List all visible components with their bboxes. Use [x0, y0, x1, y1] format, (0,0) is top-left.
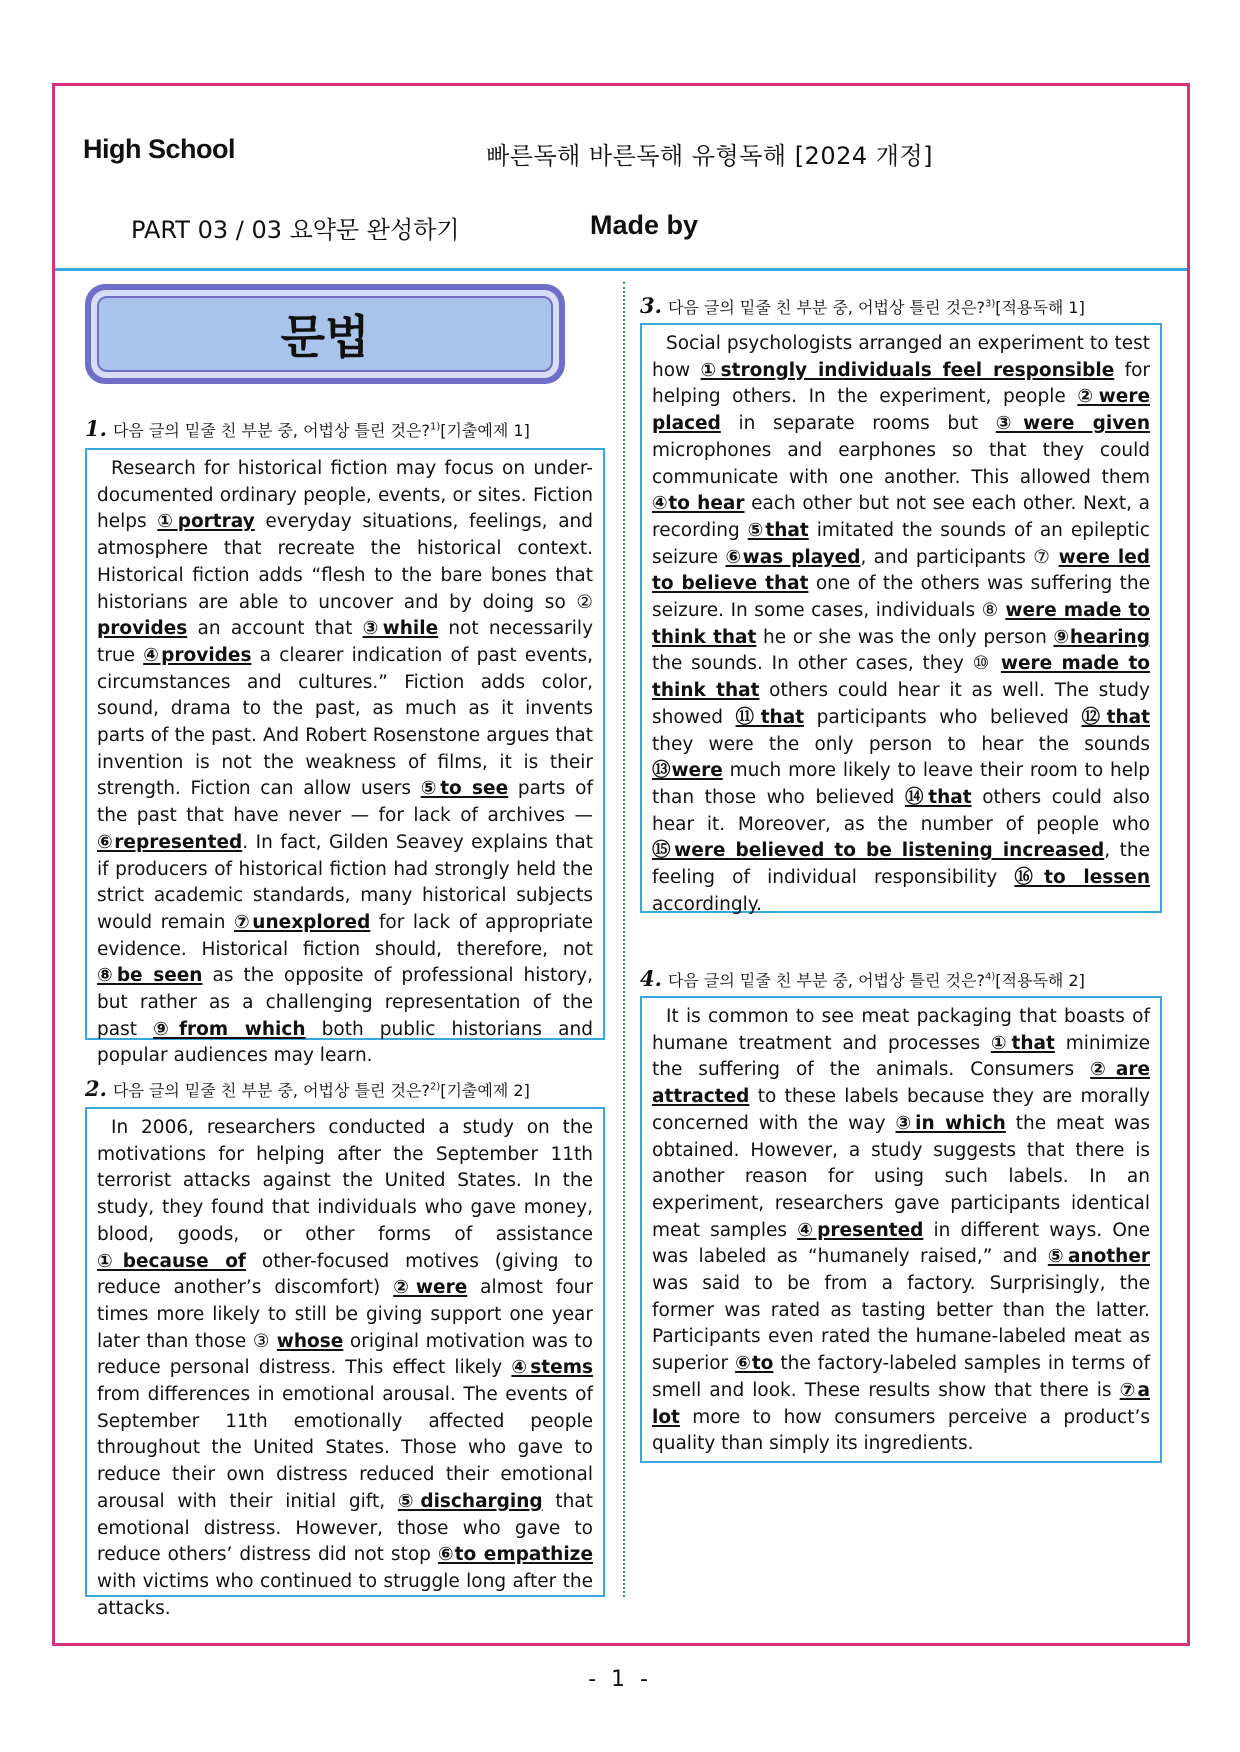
question-number: 2. — [85, 1076, 107, 1101]
footnote-mark: 4) — [984, 971, 996, 983]
question-prompt: 다음 글의 밑줄 친 부분 중, 어법상 틀린 것은? — [667, 971, 985, 990]
question-prompt: 다음 글의 밑줄 친 부분 중, 어법상 틀린 것은? — [112, 1081, 430, 1100]
question-source: [기출예제 1] — [440, 421, 530, 440]
passage-text: with victims who continued to struggle long after the attacks. — [97, 1570, 593, 1619]
school-level: High School — [83, 134, 235, 164]
underlined-choice: ⑭that — [904, 786, 972, 808]
question-source: [적용독해 2] — [995, 971, 1085, 990]
column-divider — [623, 282, 625, 1597]
passage-text: for lack of appropriate evidence. Historical fiction should, therefore, not — [97, 911, 593, 960]
footnote-mark: 2) — [429, 1081, 441, 1093]
underlined-choice: ⑫that — [1081, 706, 1150, 728]
question-4-header — [640, 966, 1085, 991]
passage-text: the meat was obtained. However, a study suggests that there is another reason for using such labels. In an experiment, researchers gave participants identical meat samples — [652, 1112, 1150, 1241]
underlined-choice: ④presented — [797, 1219, 924, 1241]
passage-text: in separate rooms but — [720, 413, 996, 435]
passage-text: Research for historical fiction may focus on under-documented ordinary people, events, or sites. Fiction helps — [97, 458, 593, 533]
underlined-choice: were made to think that — [652, 600, 1150, 648]
underlined-choice: ⑨from which — [153, 1018, 306, 1040]
footnote-mark: 3) — [984, 298, 996, 310]
passage-text: each other but not see each other. Next, a recording — [652, 493, 1150, 541]
passage-text: one of the others was suffering the seizure. In some cases, individuals ⑧ — [652, 573, 1150, 622]
underlined-choice: ④stems — [511, 1357, 593, 1379]
passage-text: , the feeling of individual responsibility — [652, 840, 1151, 889]
underlined-choice: ⑥was played — [725, 546, 861, 568]
underlined-choice: ③in which — [895, 1112, 1006, 1134]
underlined-choice: ⑦unexplored — [233, 911, 371, 933]
passage-text: that emotional distress. However, those who gave to reduce others’ distress did not stop — [97, 1490, 593, 1566]
passage-text: minimize the suffering of the animals. Consumers — [652, 1032, 1150, 1081]
passage-text: other-focused motives (giving to reduce another’s discomfort) — [97, 1250, 593, 1299]
underlined-choice: ⑥to — [735, 1353, 774, 1375]
underlined-choice: were led to believe that — [652, 546, 1150, 595]
underlined-choice: ⑥represented — [97, 831, 243, 853]
question-3-header — [640, 293, 1085, 318]
underlined-choice: ①portray — [157, 511, 255, 533]
passage-text: the sounds. In other cases, they ⑩ — [652, 653, 1001, 675]
underlined-choice: ⑤to see — [420, 778, 509, 800]
passage-text: microphones and earphones so that they could communicate with one another. This allowed them — [652, 439, 1150, 488]
underlined-choice: ⑥to empathize — [437, 1544, 593, 1566]
passage-text: , and participants ⑦ — [860, 546, 1059, 568]
question-number: 4. — [640, 966, 662, 991]
passage-text: he or she was the only person — [756, 626, 1054, 648]
part-title: PART 03 / 03 요약문 완성하기 — [131, 216, 460, 244]
underlined-choice: ④to hear — [652, 493, 745, 515]
underlined-choice: whose — [276, 1330, 344, 1352]
made-by: Made by — [590, 210, 699, 240]
underlined-choice: ⑬were — [652, 760, 723, 782]
question-1-header — [85, 416, 530, 441]
passage-text: parts of the past that have never — for lack of archives — — [97, 778, 593, 827]
underlined-choice: provides — [97, 618, 188, 640]
page-header — [83, 134, 1163, 174]
underlined-choice: ⑤that — [747, 519, 809, 541]
question-prompt: 다음 글의 밑줄 친 부분 중, 어법상 틀린 것은? — [112, 421, 430, 440]
passage-text: others could also hear it. Moreover, as the number of people who — [652, 786, 1150, 835]
passage-text: participants who believed — [804, 706, 1082, 728]
page-frame — [52, 83, 1190, 1646]
passage-text: the factory-labeled samples in terms of smell and look. These results show that there is — [652, 1353, 1150, 1401]
underlined-choice: ①that — [990, 1032, 1055, 1054]
question-2-header — [85, 1076, 530, 1101]
passage-text: Social psychologists arranged an experiment to test how — [652, 333, 1150, 381]
passage-text: for helping others. In the experiment, people — [652, 359, 1151, 408]
passage-text: from differences in emotional arousal. The events of September 11th emotionally affected people throughout the United States. Those who gave to reduce their own distress reduced their emotional arousal with their initial gift, — [97, 1384, 593, 1512]
underlined-choice: ⑪that — [735, 706, 805, 728]
question-2-passage — [85, 1107, 605, 1619]
question-1-passage — [85, 448, 605, 1067]
passage-text: more to how consumers perceive a product’s quality than simply its ingredients. — [652, 1406, 1150, 1455]
question-3-passage — [640, 323, 1162, 913]
underlined-choice: ②were — [393, 1277, 468, 1299]
underlined-choice: ⑮were believed to be listening increased — [652, 840, 1105, 862]
book-title: 빠른독해 바른독해 유형독해 [2024 개정] — [486, 142, 933, 170]
underlined-choice: ⑤another — [1047, 1246, 1151, 1268]
underlined-choice: ⑨hearing — [1053, 626, 1150, 648]
underlined-choice: ⑧be seen — [97, 965, 203, 987]
passage-text: everyday situations, feelings, and atmosphere that recreate the historical context. Historical fiction adds “flesh to the bare bones that historians are able to uncover and by doing so ② — [97, 511, 594, 613]
underlined-choice: ①strongly individuals feel responsible — [700, 359, 1115, 381]
passage-text: an account that — [187, 618, 363, 640]
question-4-passage — [640, 996, 1162, 1463]
page-number: - 1 - — [588, 1667, 652, 1692]
question-number: 1. — [85, 416, 107, 441]
footnote-mark: 1) — [429, 421, 441, 433]
section-badge — [85, 284, 565, 384]
question-number: 3. — [640, 293, 662, 318]
underlined-choice: ⑤discharging — [397, 1490, 543, 1512]
passage-text: original motivation was to reduce personal distress. This effect likely — [97, 1330, 593, 1379]
passage-text: imitated the sounds of an epileptic seizure — [652, 519, 1150, 568]
question-source: [적용독해 1] — [995, 298, 1085, 317]
question-source: [기출예제 2] — [440, 1081, 530, 1100]
passage-text: to these labels because they are morally concerned with the way — [652, 1086, 1150, 1134]
passage-text: both public historians and popular audiences may learn. — [97, 1018, 593, 1067]
section-badge-label: 문법 — [97, 296, 553, 372]
underlined-choice: were made to think that — [652, 653, 1151, 702]
passage-text: as the opposite of professional history, but rather as a challenging representation of the past — [97, 965, 594, 1040]
underlined-choice: ⑦a lot — [652, 1379, 1150, 1428]
passage-text: was said to be from a factory. Surprisingly, the former was rated as tasting better than the latter. Participants even rated the humane-labeled meat as superior — [652, 1273, 1150, 1375]
passage-text: . In fact, Gilden Seavey explains that if producers of historical fiction had strongly held the strict academic standards, many historical subjects would remain — [97, 831, 593, 933]
underlined-choice: ②are attracted — [652, 1059, 1150, 1108]
header-divider — [55, 268, 1187, 271]
passage-text: a clearer indication of past events, circumstances and cultures.” Fiction adds color, sound, drama to the past, as much as it invents parts of the past. And Robert Rosenstone argues that invention is not the weakness of films, it is their strength. Fiction can allow users — [97, 644, 593, 800]
question-prompt: 다음 글의 밑줄 친 부분 중, 어법상 틀린 것은? — [667, 298, 985, 317]
passage-text: It is common to see meat packaging that boasts of humane treatment and processes — [652, 1006, 1150, 1054]
passage-text: accordingly. — [652, 893, 762, 915]
passage-text: in different ways. One was labeled as “humanely raised,” and — [652, 1219, 1150, 1268]
passage-text: others could hear it as well. The study showed — [652, 680, 1150, 728]
underlined-choice: ③were given — [995, 413, 1150, 435]
underlined-choice: ①because of — [97, 1250, 246, 1272]
passage-text: almost four times more likely to still be giving support one year later than those ③ — [97, 1277, 593, 1352]
passage-text: not necessarily true — [97, 618, 594, 666]
passage-text: much more likely to leave their room to help than those who believed — [652, 760, 1150, 808]
passage-text: they were the only person to hear the sounds — [652, 733, 1150, 755]
underlined-choice: ⑯to lessen — [1014, 867, 1151, 889]
passage-text: In 2006, researchers conducted a study on the motivations for helping after the September 11th terrorist attacks against the United States. In the study, they found that individuals who gave money, blood, goods, or other forms of assistance — [97, 1117, 593, 1245]
underlined-choice: ③while — [362, 618, 439, 640]
underlined-choice: ④provides — [143, 644, 252, 666]
underlined-choice: ②were placed — [652, 386, 1150, 435]
